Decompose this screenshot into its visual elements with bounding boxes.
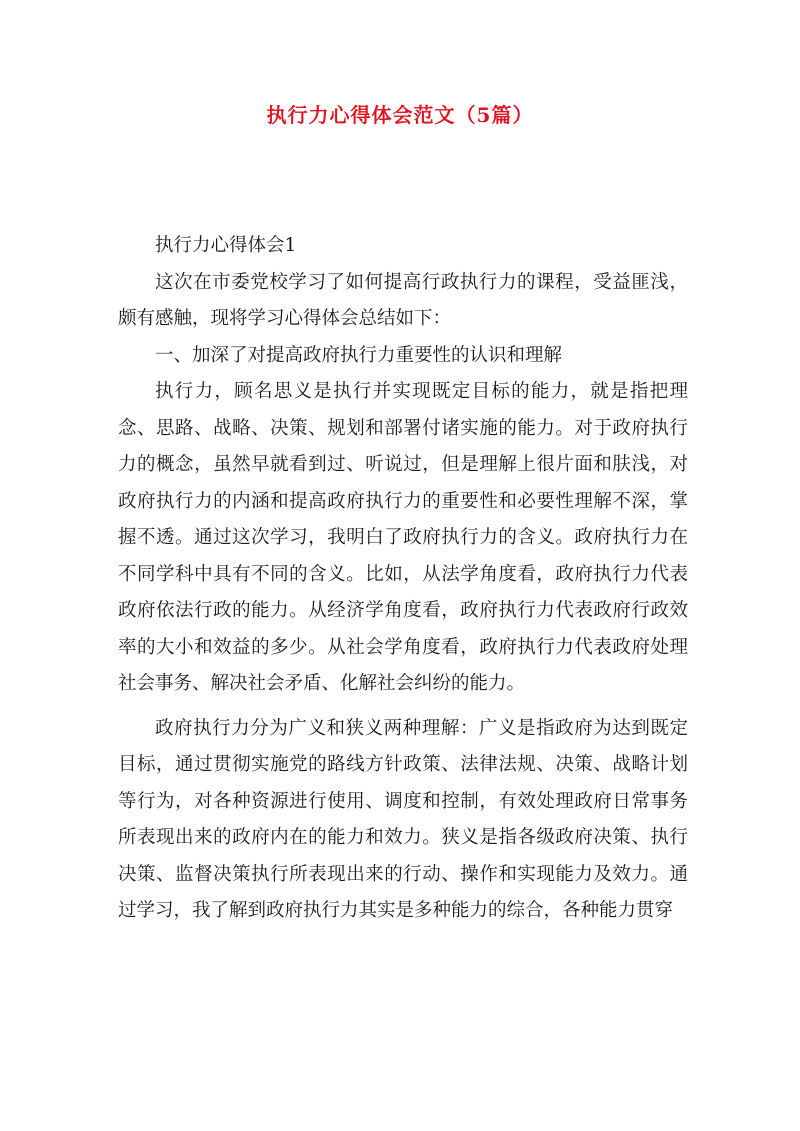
subheading-one: 一、加深了对提高政府执行力重要性的认识和理解: [155, 344, 563, 366]
paragraph-definition: 执行力，顾名思义是执行并实现既定目标的能力，就是指把理念、思路、战略、决策、规划和部署付诸实施的能力。对于政府执行力的概念，虽然早就看到过、听说过，但是理解上很片面和肤浅，对政府执行力的内涵和提高政府执行力的重要性和必要性理解不深，掌握不透。通过这次学习，我明白了政府执行力的含义。政府执行力在不同学科中具有不同的含义。比如，从法学角度看，政府执行力代表政府依法行政的能力。从经济学角度看，政府执行力代表政府行政效率的大小和效益的多少。从社会学角度看，政府执行力代表政府处理社会事务、解决社会矛盾、化解社会纠纷的能力。: [118, 381, 688, 694]
section-heading: 执行力心得体会1: [155, 235, 297, 256]
document-title: 执行力心得体会范文（5篇）: [266, 103, 534, 127]
paragraph-intro: 这次在市委党校学习了如何提高行政执行力的课程，受益匪浅，颇有感触，现将学习心得体会总结如下：: [118, 271, 688, 329]
document-body: [118, 228, 688, 930]
paragraph-broad-narrow: 政府执行力分为广义和狭义两种理解：广义是指政府为达到既定目标，通过贯彻实施党的路线方针政策、法律法规、决策、战略计划等行为，对各种资源进行使用、调度和控制，有效处理政府日常事务所表现出来的政府内在的能力和效力。狭义是指各级政府决策、执行决策、监督决策执行所表现出来的行动、操作和实现能力及效力。通过学习，我了解到政府执行力其实是多种能力的综合，各种能力贯穿: [118, 717, 688, 921]
